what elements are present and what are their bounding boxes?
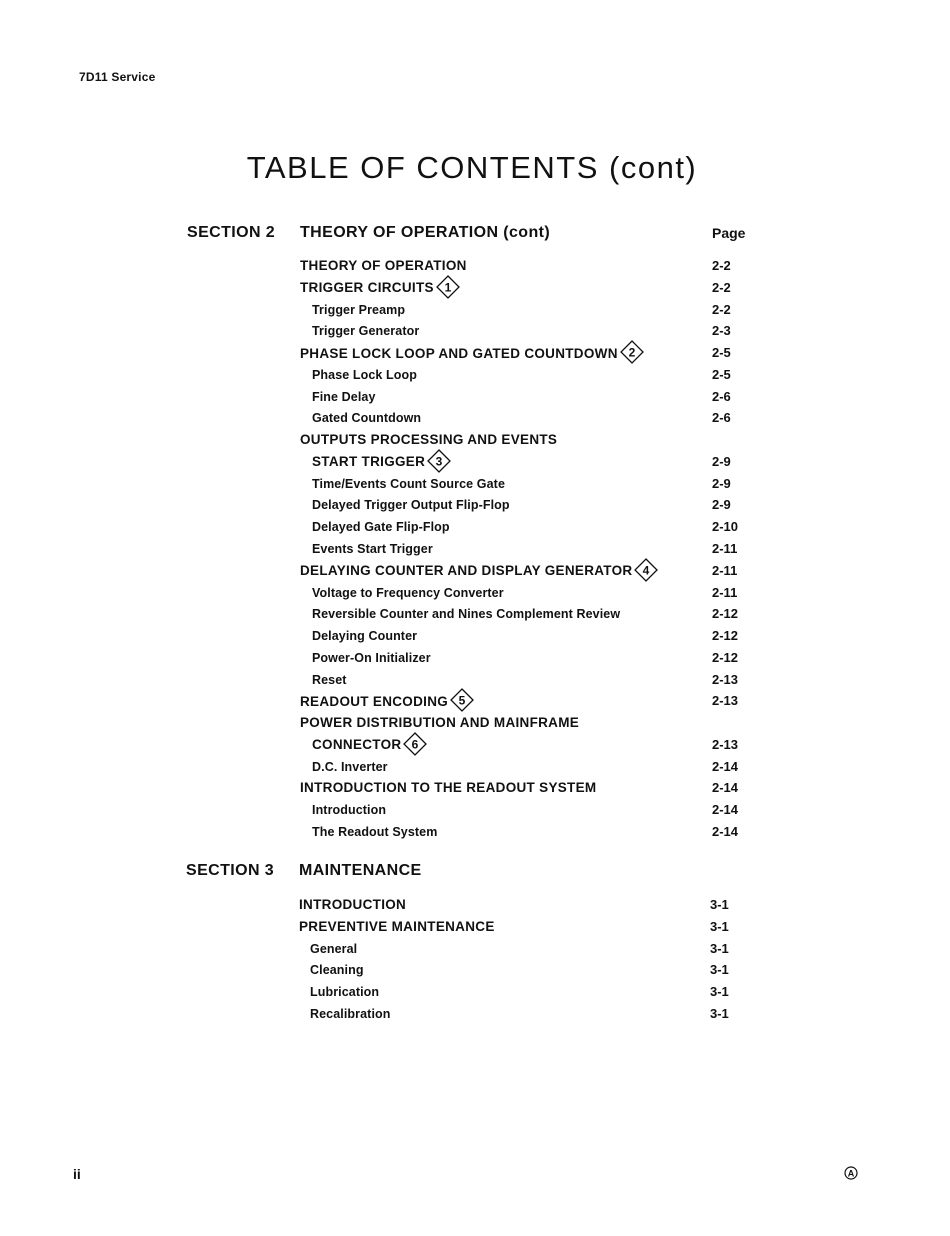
toc-page-number: 2-2 bbox=[712, 301, 731, 317]
toc-entry-title: INTRODUCTION TO THE READOUT SYSTEM bbox=[300, 780, 597, 796]
toc-page-number: 2-11 bbox=[712, 541, 738, 556]
toc-page-number: 2-3 bbox=[712, 323, 731, 339]
toc-page-number: 2-14 bbox=[712, 824, 739, 840]
toc-entry bbox=[312, 408, 421, 428]
toc-page-number: 2-13 bbox=[712, 693, 739, 709]
toc-entry-title: Delayed Trigger Output Flip-Flop bbox=[312, 498, 510, 513]
toc-entry-title: Reversible Counter and Nines Complement Review bbox=[312, 607, 621, 622]
revision-mark-letter: A bbox=[847, 1168, 855, 1179]
toc-entry bbox=[312, 321, 419, 341]
diagram-number: 6 bbox=[412, 737, 419, 752]
diagram-number-diamond-icon bbox=[427, 449, 451, 473]
toc-entry bbox=[312, 452, 451, 472]
toc-page-number: 3-1 bbox=[710, 984, 729, 1000]
toc-entry bbox=[300, 343, 644, 363]
toc-entry bbox=[312, 670, 347, 690]
toc-entry bbox=[312, 626, 417, 646]
toc-entry bbox=[312, 539, 433, 559]
toc-entry bbox=[299, 917, 495, 937]
toc-entry-title: START TRIGGER bbox=[312, 454, 426, 470]
page-number: ii bbox=[73, 1166, 81, 1182]
diagram-number: 2 bbox=[628, 345, 636, 360]
toc-entry bbox=[300, 778, 596, 798]
toc-page-number: 2-14 bbox=[712, 758, 739, 774]
toc-entry bbox=[312, 387, 376, 407]
toc-entry-title: CONNECTOR bbox=[312, 737, 402, 753]
toc-entry-title: Time/Events Count Source Gate bbox=[312, 476, 505, 491]
toc-entry bbox=[312, 300, 405, 320]
toc-entry bbox=[312, 648, 431, 668]
toc-entry bbox=[312, 583, 504, 603]
toc-entry-title: Recalibration bbox=[310, 1006, 391, 1021]
toc-entry-title: Trigger Generator bbox=[312, 324, 420, 339]
toc-page-number: 2-5 bbox=[712, 345, 731, 361]
toc-entry-title: TRIGGER CIRCUITS bbox=[300, 280, 434, 296]
toc-page-number: 3-1 bbox=[710, 918, 729, 934]
toc-entry bbox=[310, 939, 357, 959]
diagram-number-diamond-icon bbox=[403, 732, 427, 756]
toc-page-number: 2-9 bbox=[712, 453, 731, 469]
toc-entry bbox=[300, 256, 467, 276]
diagram-number-diamond-icon bbox=[436, 275, 460, 299]
diagram-number: 5 bbox=[458, 693, 466, 708]
toc-entry bbox=[312, 822, 437, 842]
toc-page-number: 2-12 bbox=[712, 628, 739, 644]
toc-page-number: 2-12 bbox=[712, 649, 739, 665]
toc-page-number: 2-13 bbox=[712, 736, 739, 752]
toc-entry-title: INTRODUCTION bbox=[299, 897, 407, 912]
toc-entry bbox=[300, 691, 474, 711]
toc-entry-title: Power-On Initializer bbox=[312, 650, 431, 665]
toc-page-number: 2-14 bbox=[712, 802, 739, 818]
toc-entry-title: Cleaning bbox=[310, 963, 364, 978]
toc-entry bbox=[312, 495, 510, 515]
revision-mark-icon bbox=[844, 1166, 858, 1180]
diagram-number-diamond-icon bbox=[620, 340, 644, 364]
toc-entry bbox=[312, 474, 505, 494]
toc-entry bbox=[310, 982, 379, 1002]
toc-page-number: 3-1 bbox=[710, 1005, 729, 1021]
toc-entry-title: Fine Delay bbox=[312, 389, 376, 404]
toc-entry bbox=[312, 604, 620, 624]
toc-page-number: 2-9 bbox=[712, 475, 731, 491]
diagram-number: 3 bbox=[435, 454, 443, 469]
toc-entry-title: Voltage to Frequency Converter bbox=[312, 585, 504, 600]
toc-entry bbox=[300, 430, 557, 450]
toc-page-number: 3-1 bbox=[710, 940, 729, 956]
diagram-number-diamond-icon bbox=[634, 558, 658, 582]
toc-page-number: 2-9 bbox=[712, 497, 731, 513]
toc-entry bbox=[310, 1004, 391, 1024]
toc-entry-title: PHASE LOCK LOOP AND GATED COUNTDOWN bbox=[300, 345, 618, 361]
toc-entry bbox=[312, 757, 388, 777]
toc-entry-title: Gated Countdown bbox=[312, 411, 422, 426]
toc-page-number: 2-14 bbox=[712, 780, 739, 796]
toc-page-number: 3-1 bbox=[710, 962, 729, 978]
toc-entry bbox=[300, 713, 579, 733]
diagram-number-diamond-icon bbox=[450, 688, 474, 712]
toc-entry-title: Phase Lock Loop bbox=[312, 367, 417, 382]
toc-entry-title: THEORY OF OPERATION bbox=[300, 258, 467, 273]
toc-entry-title: Introduction bbox=[312, 803, 387, 818]
toc-page-number: 3-1 bbox=[710, 897, 729, 912]
page-title: TABLE OF CONTENTS (cont) bbox=[246, 150, 698, 185]
toc-entry bbox=[312, 365, 417, 385]
toc-entry-title: Delayed Gate Flip-Flop bbox=[312, 520, 450, 535]
toc-entry-title: D.C. Inverter bbox=[312, 759, 388, 774]
toc-entry bbox=[312, 800, 386, 820]
toc-entry-title: READOUT ENCODING bbox=[300, 693, 449, 709]
section-title: THEORY OF OPERATION (cont) bbox=[300, 224, 551, 241]
toc-entry-title: Delaying Counter bbox=[312, 629, 418, 644]
diagram-number: 1 bbox=[444, 280, 452, 295]
toc-page-number: 2-11 bbox=[712, 584, 738, 600]
toc-entry bbox=[300, 561, 658, 581]
diagram-number: 4 bbox=[643, 563, 650, 578]
document-header: 7D11 Service bbox=[79, 70, 156, 84]
toc-page-number: 2-2 bbox=[712, 258, 731, 273]
toc-entry-title: Reset bbox=[312, 672, 347, 687]
toc-entry-title: Events Start Trigger bbox=[312, 542, 433, 556]
toc-page-number: 2-11 bbox=[712, 562, 738, 578]
toc-entry-title: DELAYING COUNTER AND DISPLAY GENERATOR bbox=[300, 563, 633, 579]
toc-entry bbox=[312, 517, 450, 537]
section-title: MAINTENANCE bbox=[299, 862, 422, 879]
toc-page-number: 2-6 bbox=[712, 388, 731, 404]
toc-entry-title: The Readout System bbox=[312, 825, 438, 840]
toc-page-number: 2-2 bbox=[712, 279, 731, 295]
section-label: SECTION 3 bbox=[186, 862, 275, 879]
toc-page-number: 2-5 bbox=[712, 366, 731, 382]
toc-entry-title: POWER DISTRIBUTION AND MAINFRAME bbox=[300, 715, 580, 731]
toc-entry-title: Lubrication bbox=[310, 985, 380, 1000]
toc-entry bbox=[299, 895, 406, 915]
toc-page-number: 2-10 bbox=[712, 519, 739, 535]
toc-page-number: 2-6 bbox=[712, 410, 731, 426]
toc-entry-title: General bbox=[310, 941, 358, 956]
toc-entry-title: OUTPUTS PROCESSING AND EVENTS bbox=[300, 432, 558, 448]
toc-entry-title: Trigger Preamp bbox=[312, 302, 406, 317]
toc-entry bbox=[300, 278, 460, 298]
toc-page-number: 2-13 bbox=[712, 671, 739, 687]
toc-entry-title: PREVENTIVE MAINTENANCE bbox=[299, 918, 495, 934]
toc-entry bbox=[310, 960, 364, 980]
page-column-heading: Page bbox=[712, 225, 746, 241]
toc-entry bbox=[312, 735, 427, 755]
section-label: SECTION 2 bbox=[187, 224, 276, 241]
toc-page-number: 2-12 bbox=[712, 606, 739, 622]
